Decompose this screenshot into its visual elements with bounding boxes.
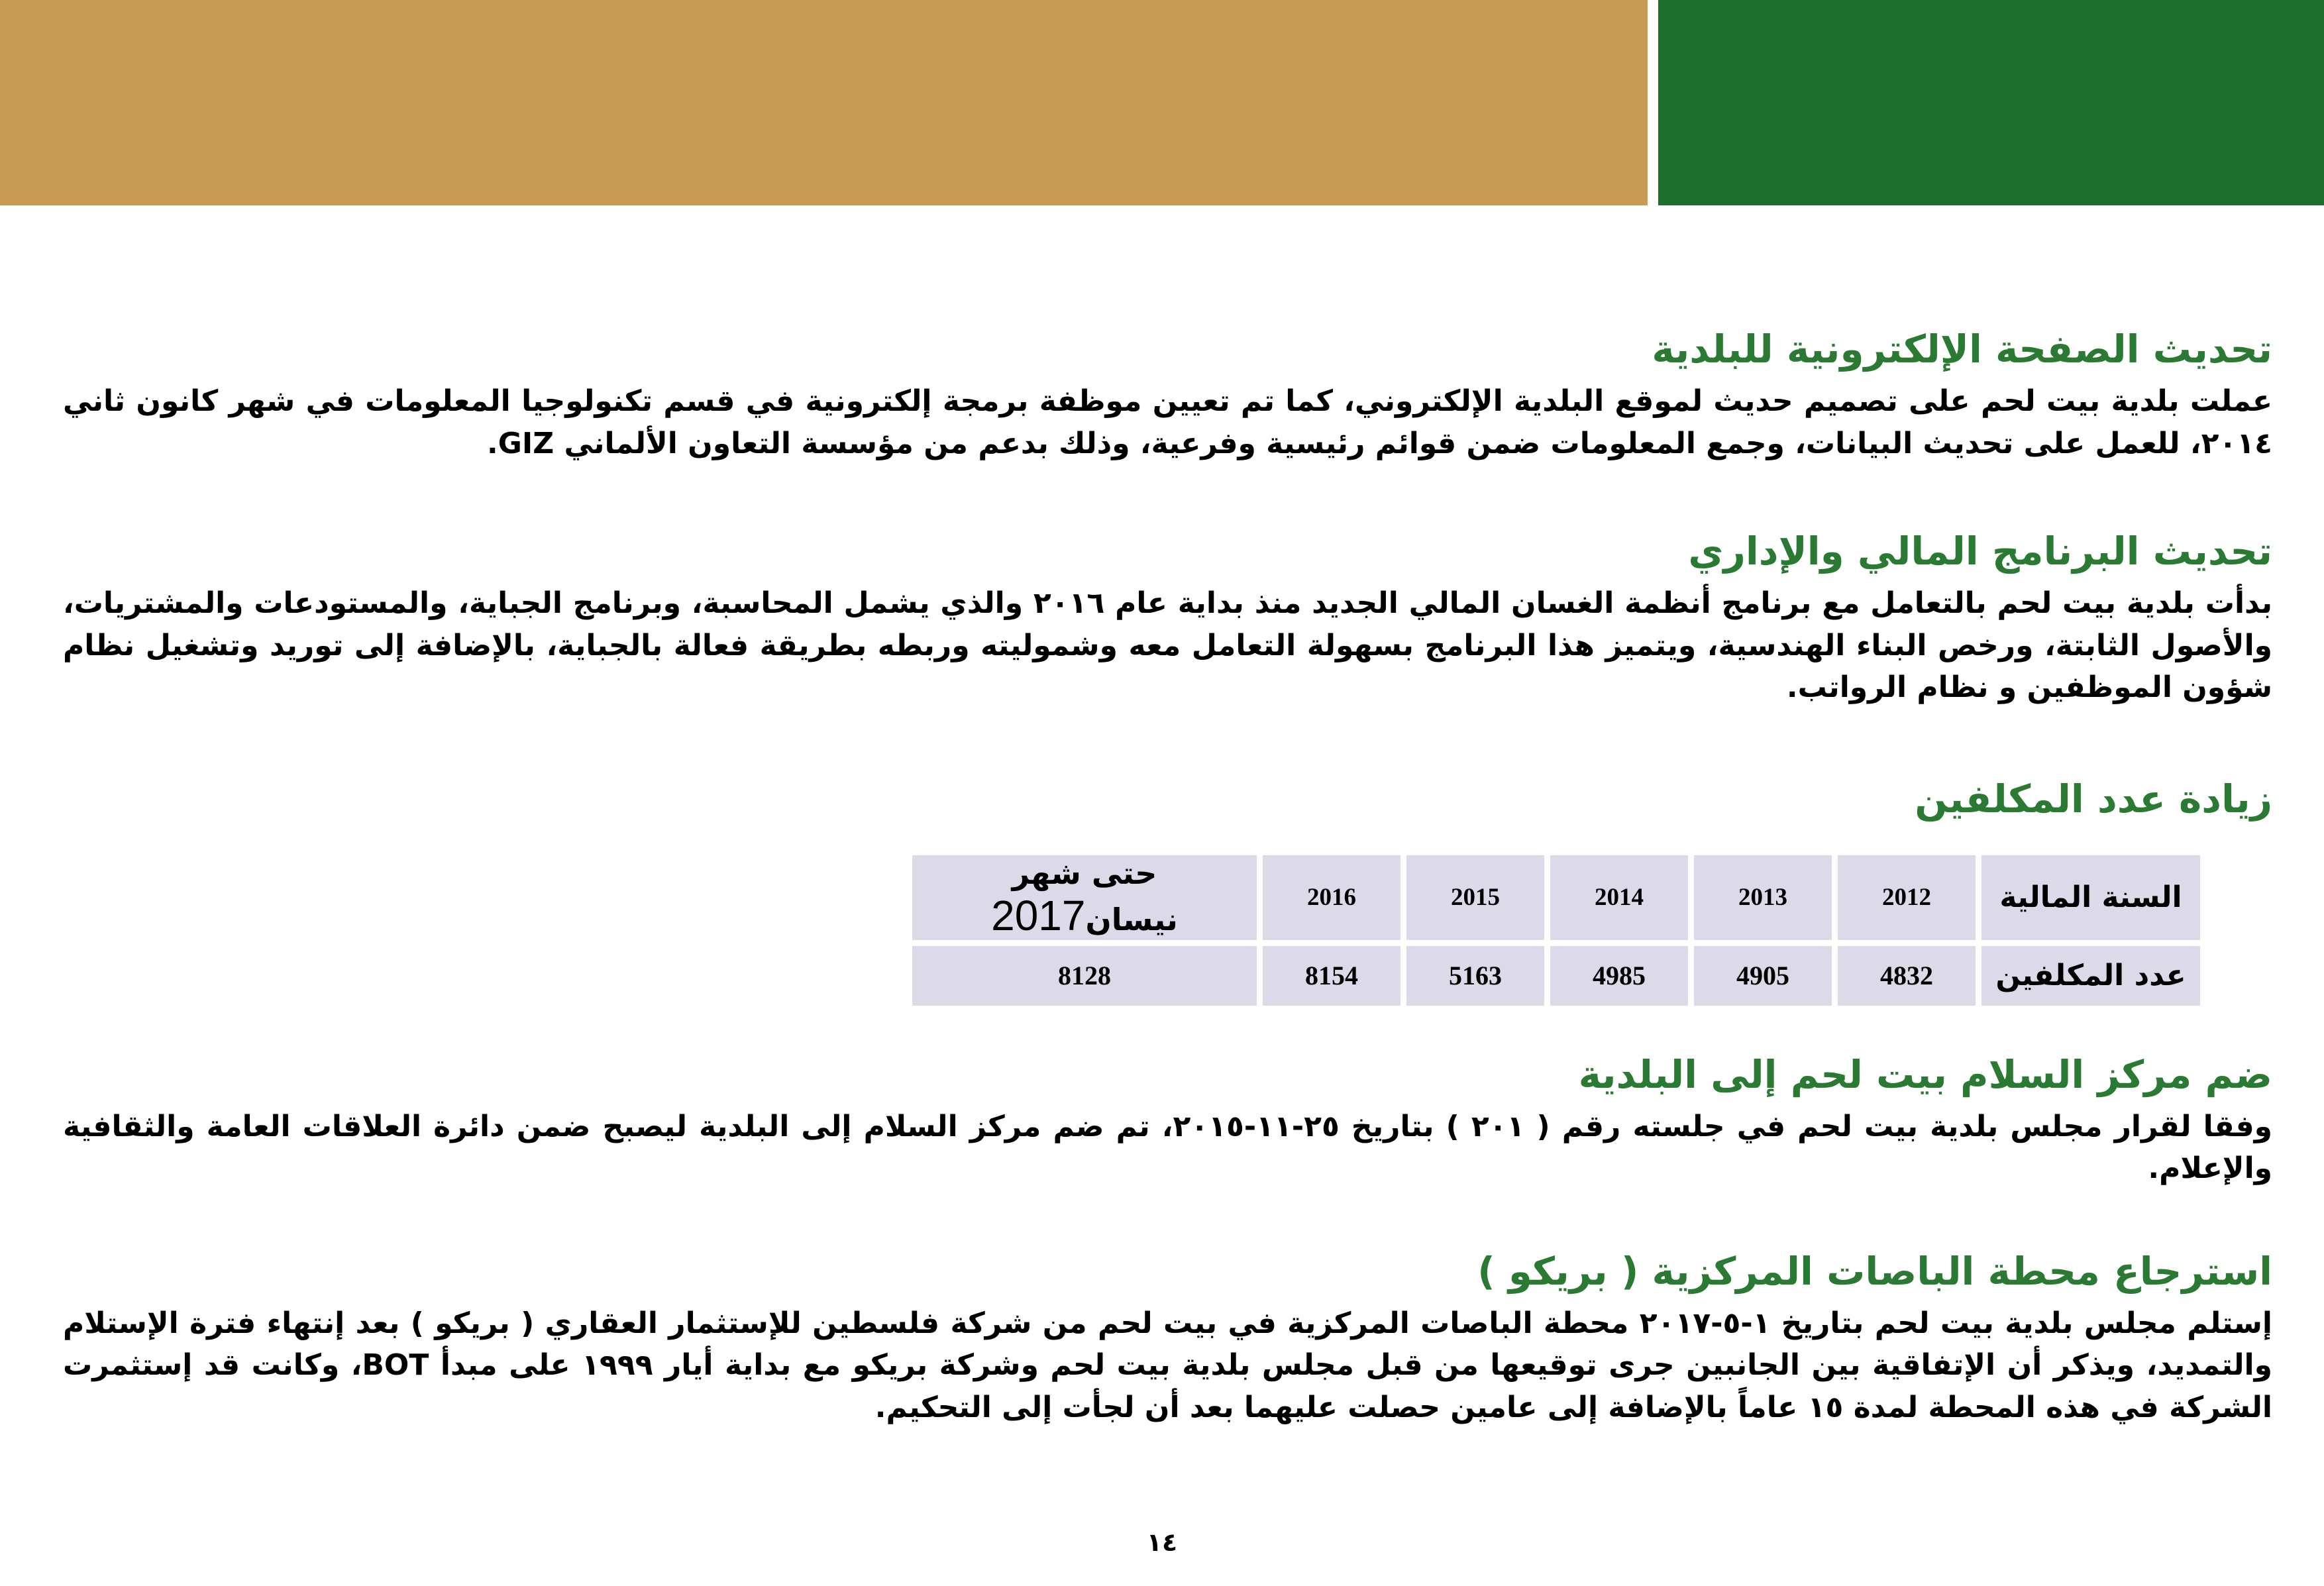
count-cell-2014: 4985	[1550, 946, 1688, 1006]
count-cell-2016: 8154	[1263, 946, 1400, 1006]
header-bar-gap	[1648, 0, 1658, 205]
table-row-fiscal-years	[912, 855, 2200, 940]
year-cell-2015: 2015	[1406, 855, 1544, 940]
paragraph-peace-center: وفقا لقرار مجلس بلدية بيت لحم في جلسته رقم ( ٢٠١ ) بتاريخ ٢٥-١١-٢٠١٥، تم ضم مركز السلام إلى البلدية ليصبح ضمن دائرة العلاقات العامة والثقافية والإعلام.	[63, 1109, 2273, 1186]
paragraph-software-update: بدأت بلدية بيت لحم بالتعامل مع برنامج أنظمة الغسان المالي الجديد منذ بداية عام ٢٠١٦ والذي يشمل المحاسبة، وبرنامج الجباية، والمستودعات والمشتريات، والأصول الثابتة، ورخص البناء الهندسية، ويتميز هذا البرنامج بسهولة التعامل معه وشموليته وربطه بطريقة فعالة بالجباية، بالإضافة إلى توريد وتشغيل نظام شؤون الموظفين و نظام الرواتب.	[63, 586, 2272, 705]
paragraph-bus-station: إستلم مجلس بلدية بيت لحم بتاريخ ١-٥-٢٠١٧ محطة الباصات المركزية في بيت لحم من شركة فلسطين للإستثمار العقاري ( بريكو ) بعد إنتهاء فترة الإستلام والتمديد، ويذكر أن الإتفاقية بين الجانبين جرى توقيعها من قبل مجلس بلدية بيت لحم وشركة بريكو مع بداية أيار ١٩٩٩ على مبدأ BOT، وكانت قد إستثمرت الشركة في هذه المحطة لمدة ١٥ عاماً بالإضافة إلى عامين حصلت عليهما بعد أن لجأت إلى التحكيم.	[63, 1306, 2273, 1424]
until-april-label: حتى شهر نيسان	[1012, 855, 1178, 937]
heading-software-update: تحديث البرنامج المالي والإداري	[1688, 529, 2272, 574]
count-cell-until-april-2017: 8128	[912, 946, 1257, 1006]
heading-bus-station: استرجاع محطة الباصات المركزية ( بريكو )	[1477, 1248, 2272, 1294]
taxpayers-label-cell: عدد المكلفين	[1981, 946, 2200, 1006]
section-bus-station	[63, 1245, 2272, 1428]
heading-website-update: تحديث الصفحة الإلكترونية للبلدية	[1652, 327, 2272, 372]
fiscal-year-label-cell: السنة المالية	[1981, 855, 2200, 940]
year-cell-2016: 2016	[1263, 855, 1400, 940]
count-cell-2013: 4905	[1694, 946, 1832, 1006]
heading-taxpayers-increase: زيادة عدد المكلفين	[1915, 776, 2272, 822]
section-taxpayers-increase	[63, 773, 2272, 1011]
taxpayers-table	[906, 849, 2206, 1012]
count-cell-2015: 5163	[1406, 946, 1544, 1006]
count-cell-2012: 4832	[1838, 946, 1976, 1006]
table-row-taxpayer-counts	[912, 946, 2200, 1006]
section-software-update	[63, 525, 2272, 708]
year-cell-2013: 2013	[1694, 855, 1832, 940]
until-april-year: 2017	[991, 891, 1086, 939]
gold-header-bar	[0, 0, 1648, 205]
green-header-bar	[1658, 0, 2324, 205]
until-april-2017-cell	[912, 855, 1257, 940]
page-content	[0, 205, 2324, 1428]
section-peace-center	[63, 1049, 2272, 1190]
paragraph-website-update: عملت بلدية بيت لحم على تصميم حديث لموقع البلدية الإلكتروني، كما تم تعيين موظفة برمجة إلكترونية في قسم تكنولوجيا المعلومات في شهر كانون ثاني ٢٠١٤، للعمل على تحديث البيانات، وجمع المعلومات ضمن قوائم رئيسية وفرعية، وذلك بدعم من مؤسسة التعاون الألماني GIZ.	[63, 384, 2272, 460]
page-number: ١٤	[1146, 1528, 1178, 1557]
year-cell-2014: 2014	[1550, 855, 1688, 940]
section-website-update	[63, 323, 2272, 464]
heading-peace-center: ضم مركز السلام بيت لحم إلى البلدية	[1578, 1051, 2272, 1097]
top-banner	[0, 0, 2324, 205]
year-cell-2012: 2012	[1838, 855, 1976, 940]
